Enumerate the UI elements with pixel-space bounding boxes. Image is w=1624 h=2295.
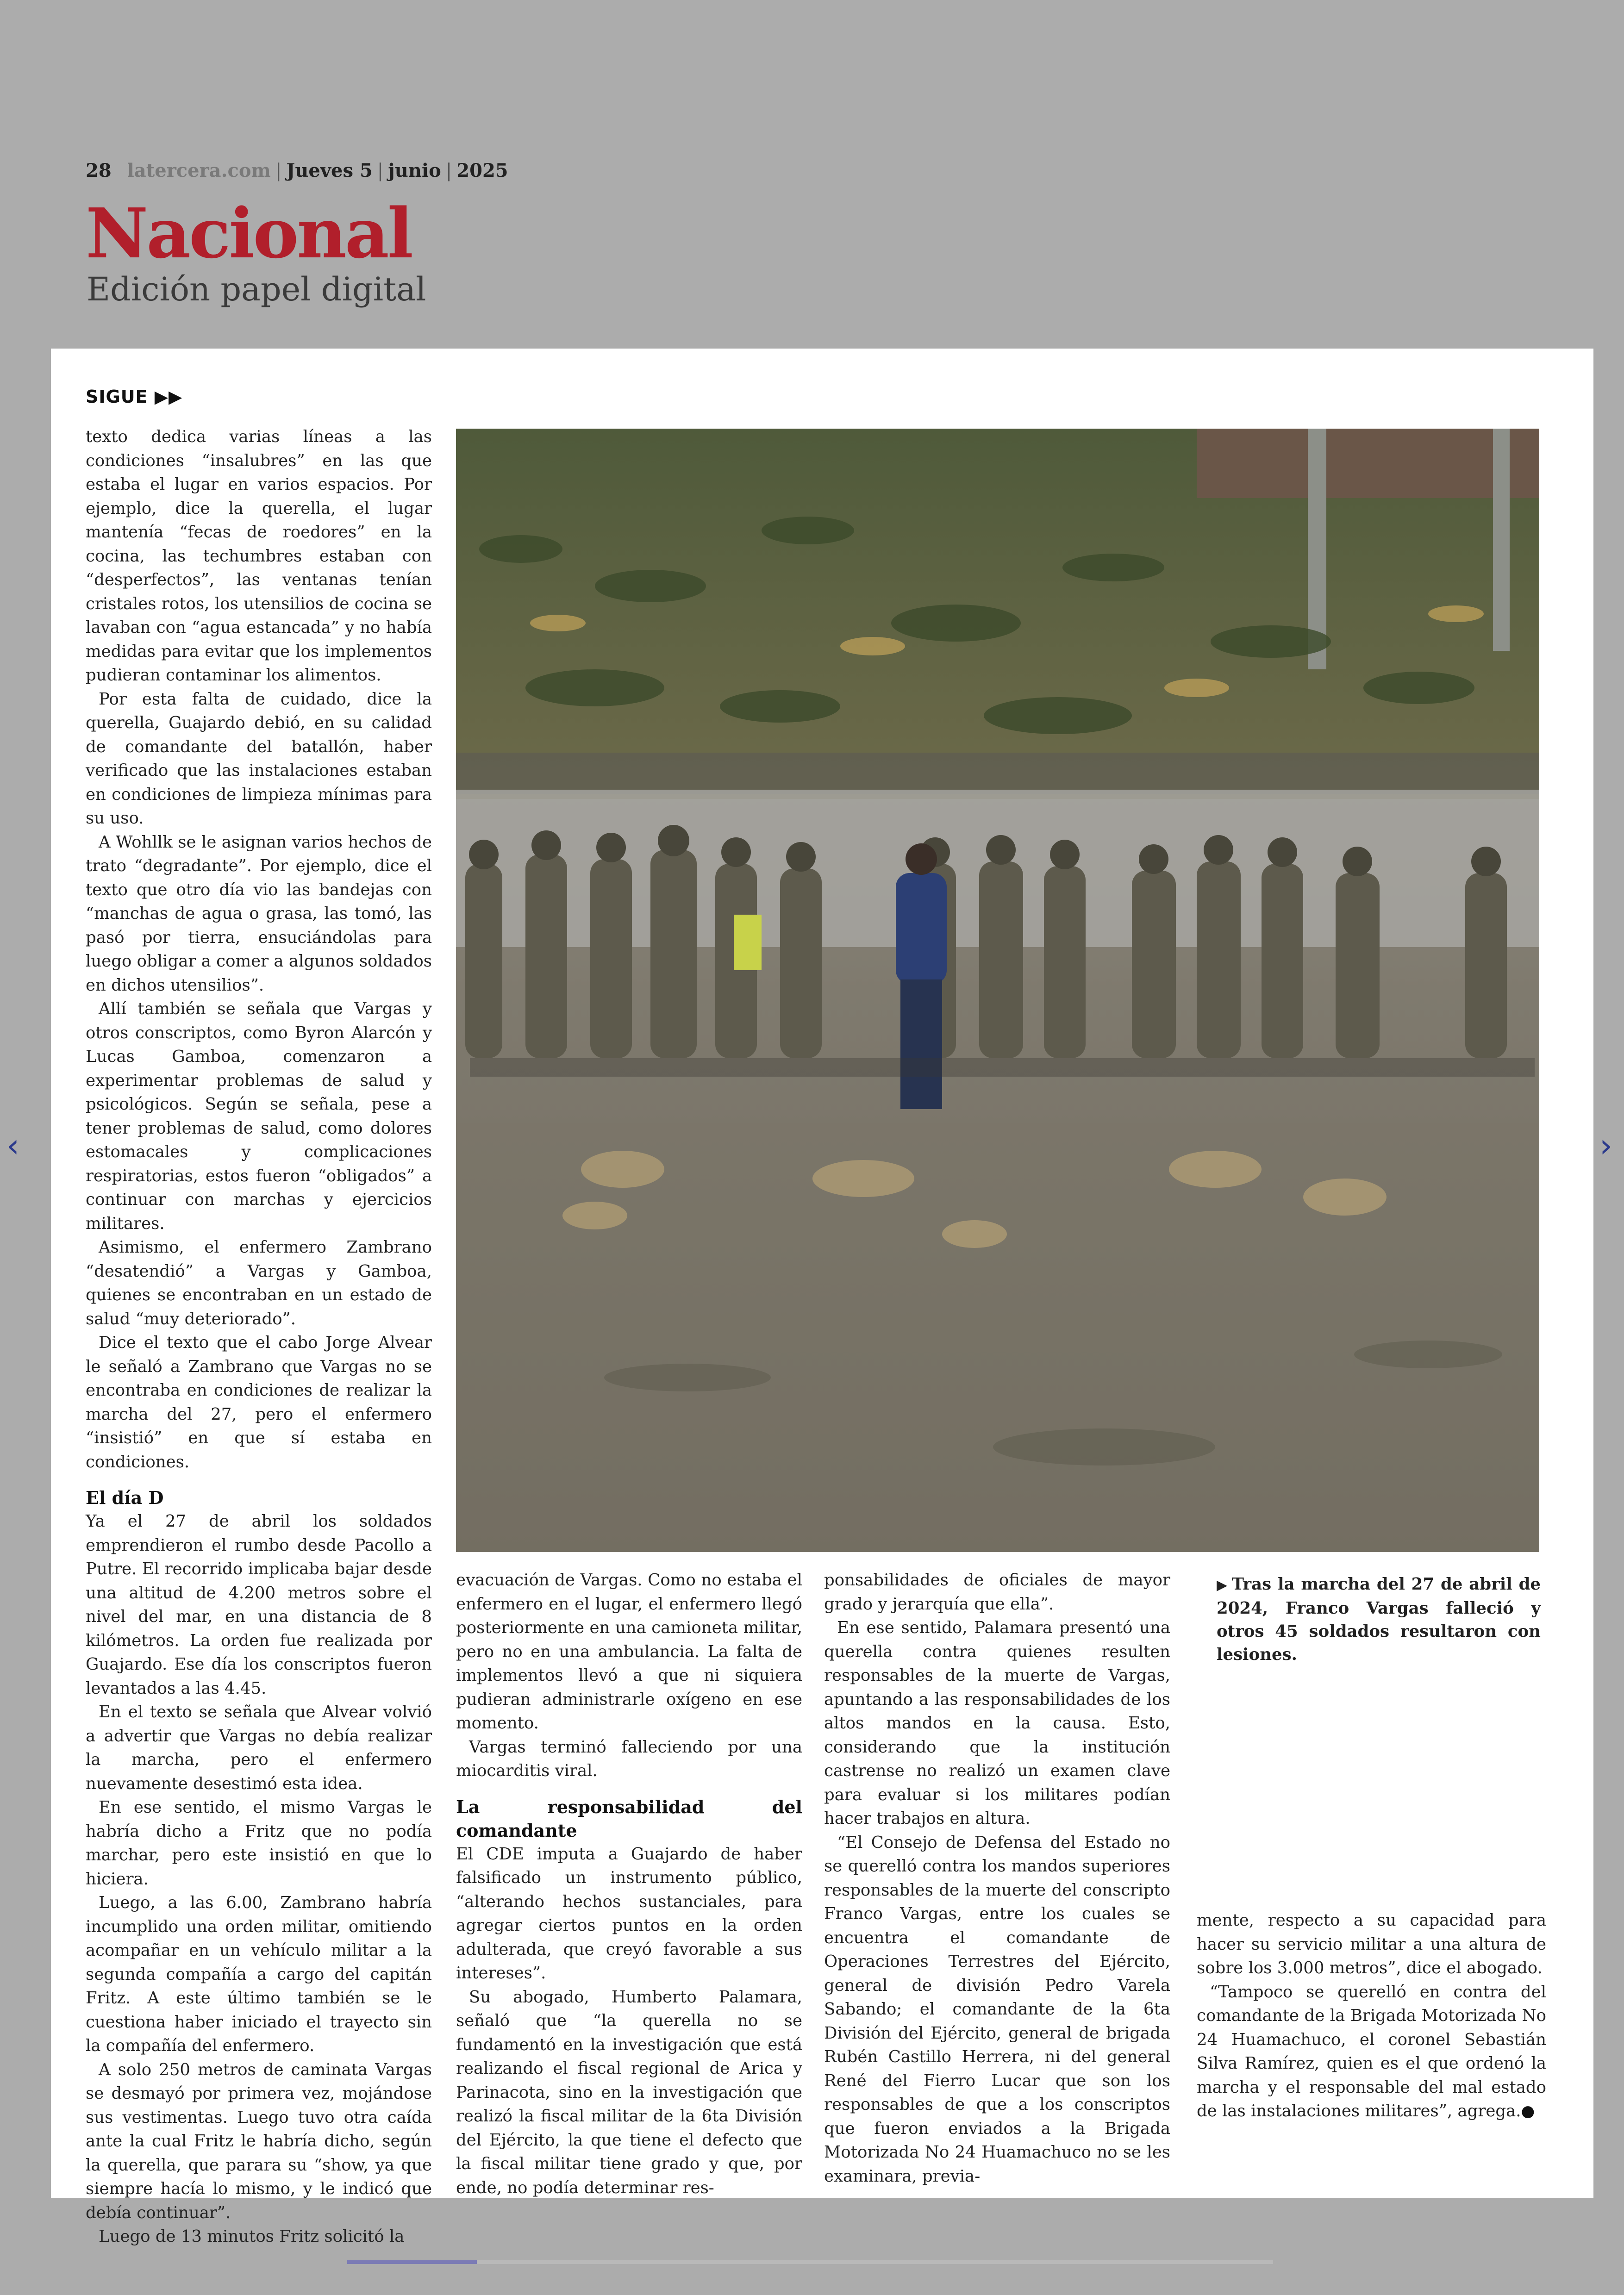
paragraph: Vargas terminó falleciendo por una miocarditis viral. <box>456 1737 802 1780</box>
paragraph: En ese sentido, el mismo Vargas le habría dicho a Fritz que no podía marchar, pero este insistió en que lo hiciera. <box>86 1798 432 1889</box>
newspaper-page <box>51 349 1593 2246</box>
subheading-dia-d: El día D <box>86 1487 164 1508</box>
paragraph: Allí también se señala que Vargas y otros conscriptos, como Byron Alarcón y Lucas Gamboa, comenzaron a experimentar problemas de salud y psicológicos. Según se señala, pese a tener problemas de salud, como dolores estomacales y complicaciones respiratorias, estos fueron “obligados” a continuar con marchas y ejercicios militares. <box>86 999 432 1233</box>
paragraph: El CDE imputa a Guajardo de haber falsificado un instrumento público, “alterando hechos sustanciales, para agregar ciertos puntos en la orden adulterada, que creyó favorable a sus intereses”. <box>456 1844 802 1983</box>
article-column-2 <box>456 1568 802 2200</box>
section-subtitle: Edición papel digital <box>87 270 426 308</box>
paragraph: Por esta falta de cuidado, dice la querella, Guajardo debió, en su calidad de comandante del batallón, haber verificado que las instalaciones estaban en condiciones de limpieza mínimas para su uso. <box>86 689 432 828</box>
triangle-right-icon: ▶ <box>1217 1577 1228 1593</box>
section-title: Nacional <box>86 193 412 274</box>
paragraph: “El Consejo de Defensa del Estado no se querelló contra los mandos superiores responsables de la muerte del conscripto Franco Vargas, entre los cuales se encuentra el comandante de Operaciones Terrestres del Ejército, general de división Pedro Varela Sabando; el comandante de la 6ta División del Ejército, general de brigada Rubén Castillo Herrera, ni del general René del Fierro Lucar que son los responsables de que a los conscriptos que fueron enviados a la Brigada Motorizada No 24 Huamachuco no se les examinara, previa- <box>824 1833 1170 2186</box>
page-number: 28 <box>86 160 112 181</box>
paragraph: ponsabilidades de oficiales de mayor grado y jerarquía que ella”. <box>824 1571 1170 1614</box>
photo-caption <box>1217 1573 1541 1666</box>
paragraph: En ese sentido, Palamara presentó una querella contra quienes resulten responsables de la muerte de Vargas, apuntando a las responsabilidades de los altos mandos en la causa. Esto, considerando que la institución castrense no realizó un examen clave para evaluar si los militares podían hacer trabajos en altura. <box>824 1618 1170 1828</box>
paragraph: En el texto se señala que Alvear volvió a advertir que Vargas no debía realizar la marcha, pero el enfermero nuevamente desestimó esta idea. <box>86 1703 432 1793</box>
page-progress-fill <box>347 2260 477 2264</box>
article-column-4 <box>1197 1908 1546 2124</box>
site-name: latercera.com <box>127 160 271 181</box>
paragraph: Dice el texto que el cabo Jorge Alvear le señaló a Zambrano que Vargas no se encontraba en condiciones de realizar la marcha del 27, pero el enfermero “insistió” en que sí estaba en condiciones. <box>86 1333 432 1472</box>
article-photo <box>456 429 1539 1552</box>
chevron-left-icon[interactable]: ‹ <box>6 1127 19 1165</box>
end-dot-icon: ● <box>1521 2102 1535 2120</box>
article-column-3 <box>824 1568 1170 2188</box>
paragraph: Ya el 27 de abril los soldados emprendieron el rumbo desde Pacollo a Putre. El recorrido implicaba bajar desde una altitud de 4.200 metros sobre el nivel del mar, en una distancia de 8 kilómetros. La orden fue realizada por Guajardo. Ese día los conscriptos fueron levantados a las 4.45. <box>86 1512 432 1698</box>
paragraph: Luego, a las 6.00, Zambrano habría incumplido una orden militar, omitiendo acompañar en un vehículo militar a la segunda compañía a cargo del capitán Fritz. A este último también se le cuestiona haber iniciado el trayecto sin la compañía del enfermero. <box>86 1893 432 2055</box>
paragraph: Luego de 13 minutos Fritz solicitó la <box>99 2227 405 2246</box>
paragraph: A solo 250 metros de caminata Vargas se desmayó por primera vez, mojándose sus vestimentas. Luego tuvo otra caída ante la cual Fritz le habría dicho, según la querella, que parara su “show, ya que siempre hacía lo mismo, y le indicó que debía continuar”. <box>86 2060 432 2222</box>
paragraph: Asimismo, el enfermero Zambrano “desatendió” a Vargas y Gamboa, quienes se encontraban en un estado de salud “muy deteriorado”. <box>86 1238 432 1328</box>
page-progress-track[interactable] <box>347 2260 1273 2264</box>
paragraph: A Wohllk se le asignan varios hechos de trato “degradante”. Por ejemplo, dice el texto que otro día vio las bandejas con “manchas de agua o grasa, las tomó, las pasó por tierra, ensuciándolas para luego obligar a comer a algunos soldados en dichos utensilios”. <box>86 832 432 995</box>
paragraph: texto dedica varias líneas a las condiciones “insalubres” en las que estaba el lugar en varios espacios. Por ejemplo, dice la querella, el lugar mantenía “fecas de roedores” en la cocina, las techumbres estaban con “desperfectos”, las ventanas tenían cristales rotos, los utensilios de cocina se lavaban con “agua estancada” y no había medidas para evitar que los implementos pudieran contaminar los alimentos. <box>86 427 432 685</box>
subheading-responsabilidad: La responsabilidad del comandante <box>456 1796 802 1841</box>
paragraph: mente, respecto a su capacidad para hacer su servicio militar a una altura de sobre los 3.000 metros”, dice el abogado. <box>1197 1911 1546 1977</box>
article-column-1 <box>86 425 432 2249</box>
chevron-right-icon[interactable]: › <box>1599 1127 1612 1165</box>
paragraph: evacuación de Vargas. Como no estaba el enfermero en el lugar, el enfermero llegó posteriormente en una camioneta militar, pero no en una ambulancia. La falta de implementos llevó a que ni siquiera pudieran administrarle oxígeno en ese momento. <box>456 1571 802 1733</box>
paragraph: Su abogado, Humberto Palamara, señaló que “la querella no se fundamentó en la investigación que está realizando el fiscal regional de Arica y Parinacota, sino en la investigación que realizó la fiscal militar de la 6ta División del Ejército, la que tiene el defecto que la fiscal militar tiene grado y que, por ende, no podía determinar res- <box>456 1987 802 2197</box>
paragraph-text: “Tampoco se querelló en contra del comandante de la Brigada Motorizada No 24 Huamachuco, el coronel Sebastián Silva Ramírez, quien es el que ordenó la marcha y el responsable del mal estado de las instalaciones militares”, agrega. <box>1197 1982 1546 2120</box>
caption-text: Tras la marcha del 27 de abril de 2024, Franco Vargas falleció y otros 45 soldados resultaron con lesiones. <box>1217 1575 1541 1664</box>
paragraph <box>1197 1980 1546 2124</box>
page-header: 28 latercera.com | Jueves 5 | junio | 2025 <box>86 160 508 181</box>
sigue-label: SIGUE ▶▶ <box>86 387 183 407</box>
date-year: 2025 <box>456 160 508 181</box>
date-month: junio <box>388 160 441 181</box>
date-weekday: Jueves 5 <box>286 160 373 181</box>
